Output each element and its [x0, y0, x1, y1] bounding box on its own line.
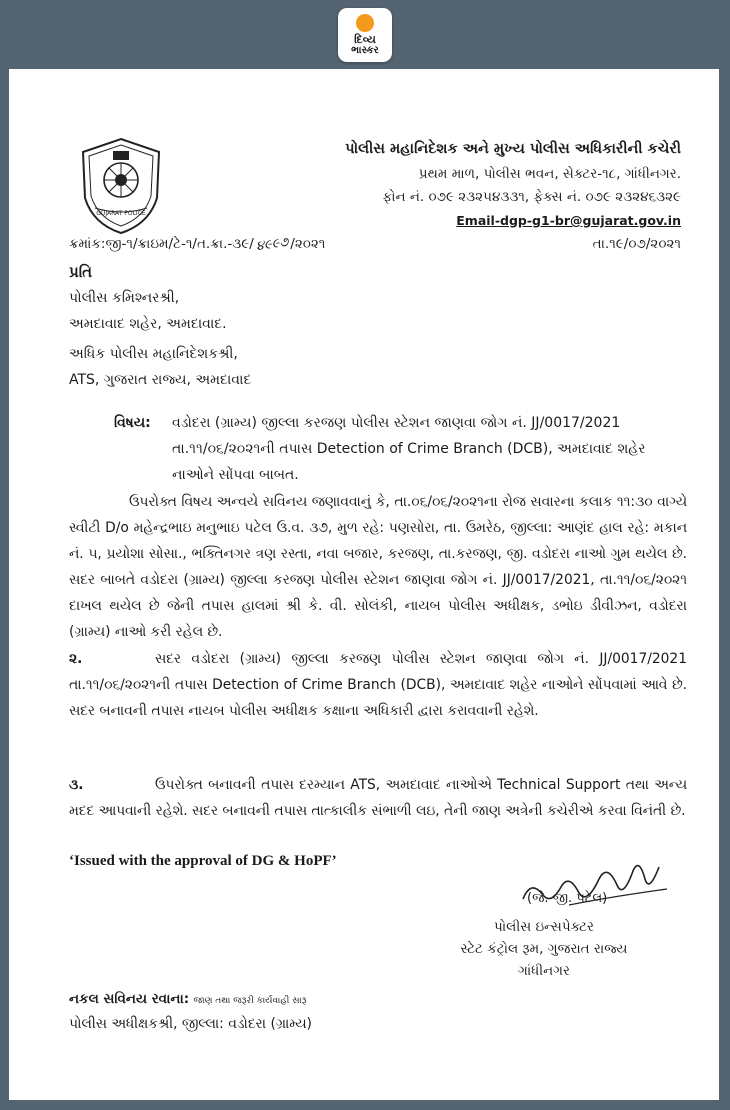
recipient-2-line-1: અધિક પોલીસ મહાનિદેશકશ્રી, — [69, 346, 238, 362]
divya-bhaskar-logo — [338, 8, 392, 62]
paragraph-2 — [69, 646, 687, 724]
copy-label: નકલ સવિનય રવાના: — [69, 991, 190, 1007]
brand-line-2: ભાસ્કર — [351, 45, 379, 56]
letter-date: તા.૧૯/૦૭/૨૦૨૧ — [592, 236, 681, 252]
office-title: પોલીસ મહાનિદેશક અને મુખ્ય પોલીસ અધિકારીની કચેરી — [345, 141, 681, 157]
to-label: પ્રતિ — [69, 263, 93, 281]
handwritten-number: ૪૯૯૭ — [254, 234, 290, 255]
sun-icon — [356, 14, 374, 32]
approval-note: ‘Issued with the approval of DG & HoPF’ — [69, 853, 337, 869]
paragraph-3 — [69, 772, 687, 824]
recipient-2 — [69, 341, 251, 393]
seal-text: GUJARAT POLICE — [96, 210, 146, 217]
reference-suffix: /૨૦૨૧ — [290, 236, 326, 252]
signatory-office: સ્ટેટ કંટ્રોલ રૂમ, ગુજરાત રાજ્ય — [460, 941, 628, 957]
brand-line-1: દિવ્ય — [354, 33, 376, 46]
paragraph-2-text: સદર વડોદરા (ગ્રામ્ય) જીલ્લા કરજણ પોલીસ સ્ટેશન જાણવા જોગ નં. JJ/0017/2021 તા.૧૧/૦૬/૨૦૨૧ની તપાસ Detection of Crime Branch (DCB), અમદાવાદ શહેર નાઓને સોંપવામાં આવે છે. સદર બનાવની તપાસ નાયબ પોલીસ અધીક્ષક કક્ષાના અધિકારી દ્વારા કરાવવાની રહેશે. — [69, 651, 687, 719]
letter-page — [9, 69, 719, 1100]
paragraph-2-number: ૨. — [69, 651, 83, 667]
paragraph-3-number: ૩. — [69, 777, 84, 793]
reference-prefix: ક્રમાંક:જી-૧/ક્રાઇમ/ટે-૧/ત.ક્રા.-૩૯/ — [69, 236, 254, 252]
paragraph-3-text: ઉપરોક્ત બનાવની તપાસ દરમ્યાન ATS, અમદાવાદ નાઓએ Technical Support તથા અન્ય મદદ આપવાની રહેશે. સદર બનાવની તપાસ તાત્કાલીક સંભાળી લઇ, તેની જાણ અત્રેની કચેરીએ કરવા વિનંતી છે. — [69, 777, 687, 819]
recipient-1-line-2: અમદાવાદ શહેર, અમદાવાદ. — [69, 316, 227, 332]
copy-note: જાણ તથા જરૂરી કાર્યવાહી સારૂ — [193, 996, 307, 1006]
office-phone-fax: ફોન નં. ૦૭૯ ૨૩૨૫૪૩૩૧, ફેક્સ નં. ૦૭૯ ૨૩૨૪૬૩૨૯ — [382, 189, 681, 205]
subject-text: વડોદરા (ગ્રામ્ય) જીલ્લા કરજણ પોલીસ સ્ટેશન જાણવા જોગ નં. JJ/0017/2021 તા.૧૧/૦૬/૨૦૨૧ની તપાસ Detection of Crime Branch (DCB), અમદાવાદ શહેર નાઓને સોંપવા બાબત. — [172, 415, 646, 483]
signatory-place: ગાંધીનગર — [517, 963, 570, 979]
paragraph-1: ઉપરોક્ત વિષય અન્વયે સવિનય જણાવવાનું કે, તા.૦૬/૦૬/૨૦૨૧ના રોજ સવારના કલાક ૧૧:૩૦ વાગ્યે સ્વીટી D/o મહેન્દ્રભાઇ મનુભાઇ પટેલ ઉ.વ. ૩૭, મુળ રહે: પણસોરા, તા. ઉમરેઠ, જીલ્લા: આણંદ હાલ રહે: મકાન નં. ૫, પ્રયોશા સોસા., ભક્તિનગર ત્રણ રસ્તા, નવા બજાર, કરજણ, તા.કરજણ, જી. વડોદરા નાઓ ગુમ થયેલ છે. સદર બાબતે વડોદરા (ગ્રામ્ય) જીલ્લા કરજણ પોલીસ સ્ટેશન જાણવા જોગ નં. JJ/0017/2021, તા.૧૧/૦૬/૨૦૨૧ દાખલ થયેલ છે જેની તપાસ હાલમાં શ્રી કે. વી. સોલંકી, નાયબ પોલીસ અધીક્ષક, ડભોઇ ડીવીઝન, વડોદરા (ગ્રામ્ય) નાઓ કરી રહેલ છે. — [69, 494, 687, 640]
copy-recipient: પોલીસ અધીક્ષકશ્રી, જીલ્લા: વડોદરા (ગ્રામ્ય) — [69, 1016, 312, 1032]
subject-label: વિષય: — [114, 415, 151, 431]
gujarat-police-seal-icon — [77, 136, 165, 236]
recipient-1-line-1: પોલીસ કમિશ્નરશ્રી, — [69, 290, 180, 306]
office-address: પ્રથમ માળ, પોલીસ ભવન, સેક્ટર-૧૮, ગાંધીનગર. — [418, 166, 681, 182]
recipient-2-line-2: ATS, ગુજરાત રાજ્ય, અમદાવાદ — [69, 372, 252, 388]
signatory-name: (જે. જી. પટેલ) — [527, 891, 608, 906]
recipient-1 — [69, 285, 227, 337]
signatory-designation: પોલીસ ઇન્સપેક્ટર — [494, 919, 594, 935]
reference-number — [69, 234, 326, 255]
office-email: Email-dgp-g1-br@gujarat.gov.in — [456, 213, 681, 228]
copy-forwarded — [69, 991, 307, 1007]
